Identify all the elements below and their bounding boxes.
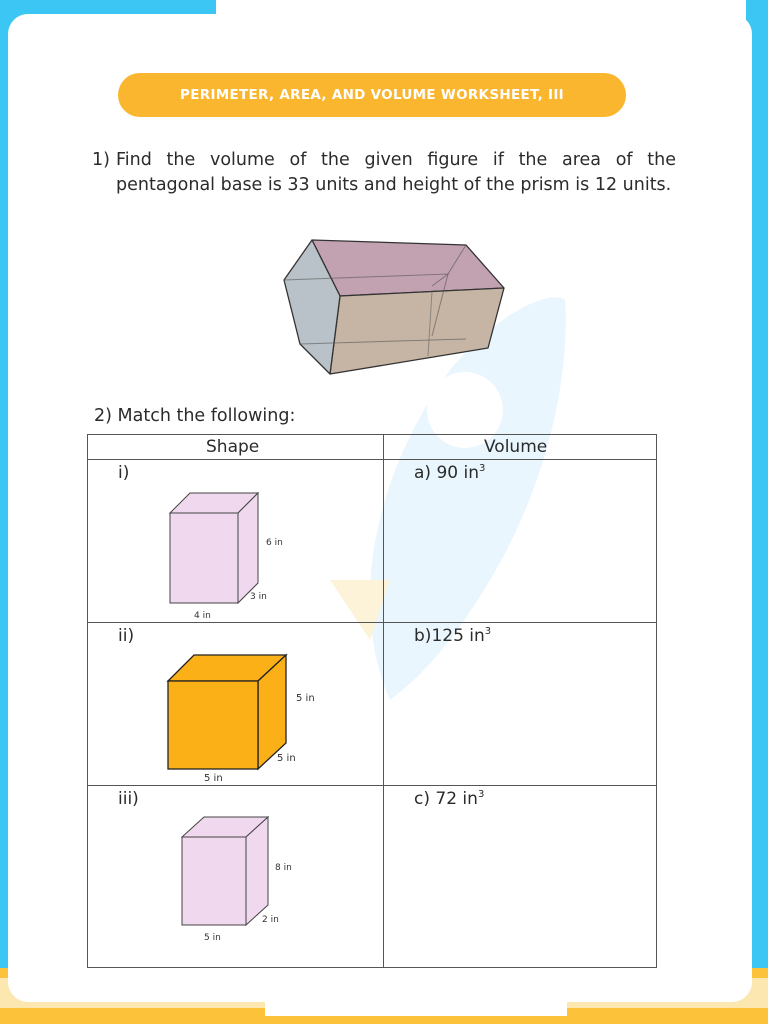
match-table xyxy=(87,434,657,968)
header-shape: Shape xyxy=(206,437,260,457)
cuboid-figure-3 xyxy=(176,811,306,946)
row-3-label: iii) xyxy=(118,789,139,809)
cuboid-figure-1 xyxy=(164,487,304,622)
dim-depth-2: 5 in xyxy=(277,753,296,764)
question-1 xyxy=(92,148,676,198)
dim-height-3: 8 in xyxy=(275,863,292,873)
pentagonal-prism-figure xyxy=(278,236,518,378)
table-row-divider xyxy=(88,622,656,623)
table-row-divider xyxy=(88,785,656,786)
dim-depth-1: 3 in xyxy=(250,592,267,602)
dim-depth-3: 2 in xyxy=(262,915,279,925)
row-2-label: ii) xyxy=(118,626,135,646)
worksheet-title: PERIMETER, AREA, AND VOLUME WORKSHEET, III xyxy=(118,73,626,117)
dim-width-2: 5 in xyxy=(204,773,223,784)
table-header-divider xyxy=(88,459,656,460)
dim-width-1: 4 in xyxy=(194,611,211,621)
table-column-divider xyxy=(383,435,384,967)
question-1-number: 1) xyxy=(92,150,110,170)
dim-height-2: 5 in xyxy=(296,693,315,704)
question-1-text: Find the volume of the given figure if the area of the pentagonal base is 33 units and height of the prism is 12 units. xyxy=(116,150,676,195)
cube-figure-2 xyxy=(162,649,322,785)
dim-height-1: 6 in xyxy=(266,538,283,548)
dim-width-3: 5 in xyxy=(204,933,221,943)
answer-a: a) 90 $in^3$ xyxy=(414,463,486,483)
prism-top-face xyxy=(312,240,504,296)
page-bottom-strip xyxy=(265,1002,567,1016)
header-volume: Volume xyxy=(484,437,548,457)
question-2-heading: 2) Match the following: xyxy=(94,406,296,426)
row-1-label: i) xyxy=(118,463,130,483)
answer-c: c) 72 $in^3$ xyxy=(414,789,485,809)
prism-front-face xyxy=(330,288,504,374)
answer-b: b)125 $in^3$ xyxy=(414,626,492,646)
